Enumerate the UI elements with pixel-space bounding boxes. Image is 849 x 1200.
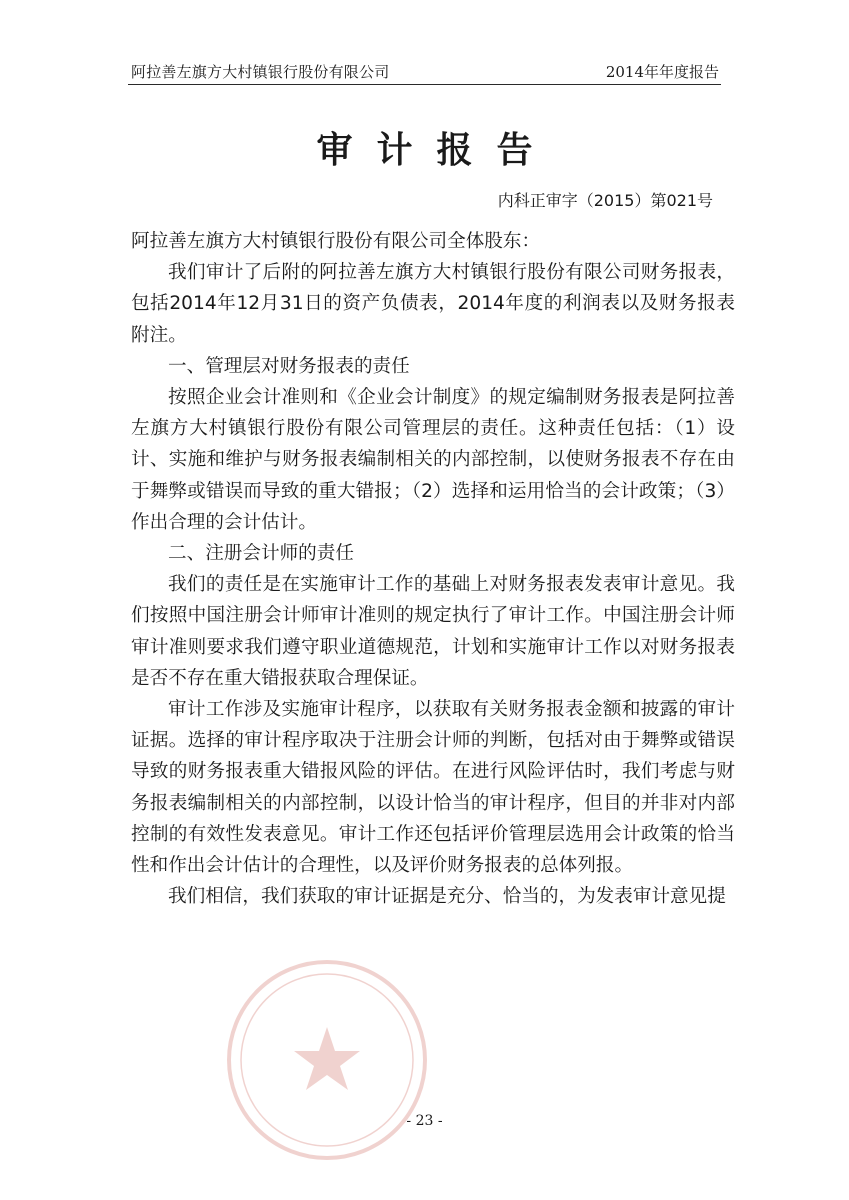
company-seal-stamp	[222, 955, 432, 1165]
header-report-year: 2014年年度报告	[605, 63, 719, 81]
report-body	[131, 226, 735, 912]
page-title: 审计报告	[316, 130, 557, 171]
auditor-responsibility-paragraph: 我们的责任是在实施审计工作的基础上对财务报表发表审计意见。我们按照中国注册会计师审计准则的规定执行了审计工作。中国注册会计师审计准则要求我们遵守职业道德规范，计划和实施审计工作以对财务报表是否不存在重大错报获取合理保证。	[131, 574, 735, 689]
audit-evidence-paragraph: 我们相信，我们获取的审计证据是充分、恰当的，为发表审计意见提	[168, 886, 726, 908]
addressee-line: 阿拉善左旗方大村镇银行股份有限公司全体股东：	[131, 231, 541, 252]
header-company-name: 阿拉善左旗方大村镇银行股份有限公司	[131, 63, 390, 81]
page-number: - 23 -	[406, 1113, 443, 1129]
header-divider	[128, 84, 721, 85]
audit-procedures-paragraph: 审计工作涉及实施审计程序，以获取有关财务报表金额和披露的审计证据。选择的审计程序取决于注册会计师的判断，包括对由于舞弊或错误导致的财务报表重大错报风险的评估。在进行风险评估时，我们考虑与财务报表编制相关的内部控制，以设计恰当的审计程序，但目的并非对内部控制的有效性发表意见。审计工作还包括评价管理层选用会计政策的恰当性和作出会计估计的合理性，以及评价财务报表的总体列报。	[131, 699, 735, 877]
intro-paragraph: 我们审计了后附的阿拉善左旗方大村镇银行股份有限公司财务报表，包括2014年12月31日的资产负债表，2014年度的利润表以及财务报表附注。	[131, 262, 735, 346]
section-heading-auditor: 二、注册会计师的责任	[168, 543, 354, 565]
section-heading-management: 一、管理层对财务报表的责任	[168, 355, 410, 377]
document-number: 内科正审字（2015）第021号	[497, 191, 713, 210]
management-responsibility-paragraph: 按照企业会计准则和《企业会计制度》的规定编制财务报表是阿拉善左旗方大村镇银行股份有限公司管理层的责任。这种责任包括：（1）设计、实施和维护与财务报表编制相关的内部控制，以使财务报表不存在由于舞弊或错误而导致的重大错报；（2）选择和运用恰当的会计政策；（3）作出合理的会计估计。	[131, 387, 735, 533]
